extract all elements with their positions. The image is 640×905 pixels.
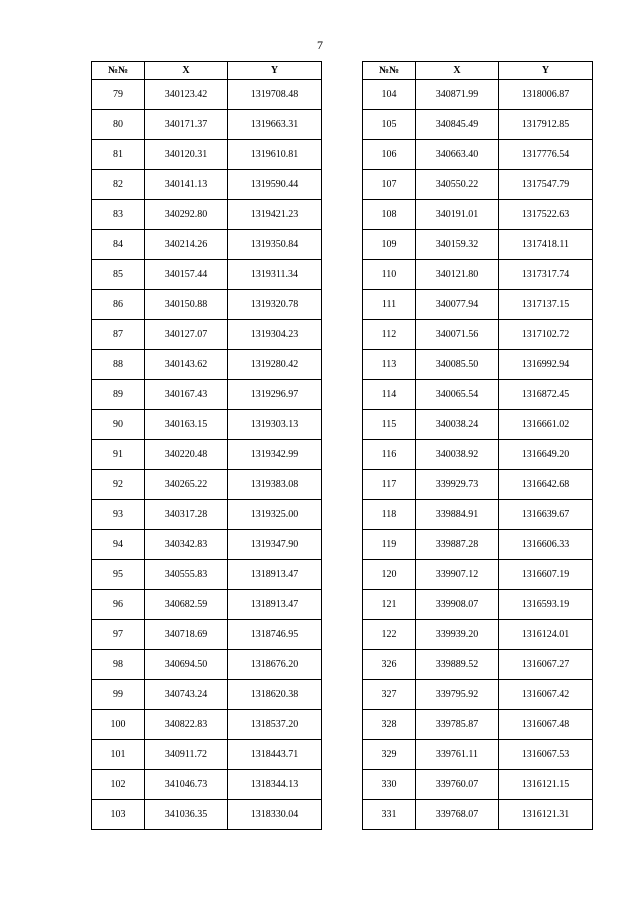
table-row (92, 530, 322, 560)
point-number-cell: 81 (92, 140, 145, 170)
point-number-cell: 88 (92, 350, 145, 380)
point-number-cell: 118 (363, 500, 416, 530)
point-number-cell: 113 (363, 350, 416, 380)
table-row (92, 710, 322, 740)
coord-y-cell: 1319347.90 (228, 530, 322, 560)
table-row (363, 680, 593, 710)
coord-y-cell: 1318344.13 (228, 770, 322, 800)
table-row (92, 80, 322, 110)
table-header-row (363, 62, 593, 80)
point-number-cell: 86 (92, 290, 145, 320)
coord-x-cell: 339785.87 (416, 710, 499, 740)
coord-y-cell: 1319325.00 (228, 500, 322, 530)
coord-y-cell: 1316661.02 (499, 410, 593, 440)
header-y: Y (228, 62, 322, 80)
coord-x-cell: 340555.83 (145, 560, 228, 590)
coord-x-cell: 339907.12 (416, 560, 499, 590)
point-number-cell: 92 (92, 470, 145, 500)
coord-y-cell: 1316593.19 (499, 590, 593, 620)
coord-x-cell: 340743.24 (145, 680, 228, 710)
point-number-cell: 120 (363, 560, 416, 590)
table-row (92, 380, 322, 410)
coord-y-cell: 1318006.87 (499, 80, 593, 110)
coord-y-cell: 1316067.42 (499, 680, 593, 710)
coord-y-cell: 1319296.97 (228, 380, 322, 410)
coord-y-cell: 1318676.20 (228, 650, 322, 680)
point-number-cell: 331 (363, 800, 416, 830)
coord-x-cell: 340120.31 (145, 140, 228, 170)
point-number-cell: 115 (363, 410, 416, 440)
coord-x-cell: 340167.43 (145, 380, 228, 410)
point-number-cell: 330 (363, 770, 416, 800)
coord-y-cell: 1316872.45 (499, 380, 593, 410)
point-number-cell: 116 (363, 440, 416, 470)
table-row (92, 800, 322, 830)
point-number-cell: 104 (363, 80, 416, 110)
coord-x-cell: 340077.94 (416, 290, 499, 320)
table-row (363, 620, 593, 650)
point-number-cell: 114 (363, 380, 416, 410)
table-row (92, 440, 322, 470)
table-row (363, 260, 593, 290)
coord-x-cell: 340171.37 (145, 110, 228, 140)
point-number-cell: 94 (92, 530, 145, 560)
coord-y-cell: 1319320.78 (228, 290, 322, 320)
coord-y-cell: 1317522.63 (499, 200, 593, 230)
coord-y-cell: 1319663.31 (228, 110, 322, 140)
coord-y-cell: 1319610.81 (228, 140, 322, 170)
table-row (92, 500, 322, 530)
coord-x-cell: 339939.20 (416, 620, 499, 650)
point-number-cell: 87 (92, 320, 145, 350)
table-row (92, 110, 322, 140)
point-number-cell: 107 (363, 170, 416, 200)
table-row (363, 650, 593, 680)
point-number-cell: 326 (363, 650, 416, 680)
coord-y-cell: 1316639.67 (499, 500, 593, 530)
coord-x-cell: 339929.73 (416, 470, 499, 500)
table-row (363, 470, 593, 500)
coord-y-cell: 1319303.13 (228, 410, 322, 440)
coordinates-table-right (362, 61, 593, 830)
coord-x-cell: 340150.88 (145, 290, 228, 320)
coord-x-cell: 340038.92 (416, 440, 499, 470)
coord-y-cell: 1316607.19 (499, 560, 593, 590)
coord-x-cell: 339887.28 (416, 530, 499, 560)
coord-x-cell: 339761.11 (416, 740, 499, 770)
point-number-cell: 91 (92, 440, 145, 470)
table-row (92, 560, 322, 590)
coord-y-cell: 1316606.33 (499, 530, 593, 560)
point-number-cell: 100 (92, 710, 145, 740)
coord-x-cell: 339889.52 (416, 650, 499, 680)
coord-y-cell: 1316124.01 (499, 620, 593, 650)
table-row (92, 200, 322, 230)
table-row (363, 290, 593, 320)
table-row (363, 200, 593, 230)
point-number-cell: 80 (92, 110, 145, 140)
table-row (92, 320, 322, 350)
table-row (92, 680, 322, 710)
point-number-cell: 119 (363, 530, 416, 560)
table-row (92, 170, 322, 200)
table-row (363, 710, 593, 740)
coord-x-cell: 340065.54 (416, 380, 499, 410)
coord-y-cell: 1317418.11 (499, 230, 593, 260)
coordinates-table-left (91, 61, 322, 830)
point-number-cell: 84 (92, 230, 145, 260)
coord-x-cell: 340682.59 (145, 590, 228, 620)
coord-x-cell: 341046.73 (145, 770, 228, 800)
coord-y-cell: 1318443.71 (228, 740, 322, 770)
coord-x-cell: 340265.22 (145, 470, 228, 500)
point-number-cell: 121 (363, 590, 416, 620)
coord-x-cell: 340191.01 (416, 200, 499, 230)
coord-x-cell: 339768.07 (416, 800, 499, 830)
point-number-cell: 99 (92, 680, 145, 710)
coord-x-cell: 340718.69 (145, 620, 228, 650)
coord-x-cell: 339760.07 (416, 770, 499, 800)
coord-y-cell: 1316067.53 (499, 740, 593, 770)
coord-y-cell: 1319304.23 (228, 320, 322, 350)
coord-y-cell: 1318913.47 (228, 590, 322, 620)
table-row (92, 350, 322, 380)
table-row (92, 230, 322, 260)
table-row (363, 560, 593, 590)
table-row (363, 770, 593, 800)
table-row (92, 140, 322, 170)
coord-x-cell: 340342.83 (145, 530, 228, 560)
table-row (363, 170, 593, 200)
coord-y-cell: 1319350.84 (228, 230, 322, 260)
point-number-cell: 329 (363, 740, 416, 770)
coord-y-cell: 1317547.79 (499, 170, 593, 200)
point-number-cell: 109 (363, 230, 416, 260)
point-number-cell: 96 (92, 590, 145, 620)
coord-x-cell: 340159.32 (416, 230, 499, 260)
point-number-cell: 79 (92, 80, 145, 110)
point-number-cell: 103 (92, 800, 145, 830)
point-number-cell: 89 (92, 380, 145, 410)
point-number-cell: 106 (363, 140, 416, 170)
coord-x-cell: 340220.48 (145, 440, 228, 470)
table-row (92, 620, 322, 650)
coord-y-cell: 1318620.38 (228, 680, 322, 710)
point-number-cell: 105 (363, 110, 416, 140)
coord-x-cell: 340127.07 (145, 320, 228, 350)
point-number-cell: 110 (363, 260, 416, 290)
coord-x-cell: 340123.42 (145, 80, 228, 110)
coord-y-cell: 1317317.74 (499, 260, 593, 290)
coord-y-cell: 1317776.54 (499, 140, 593, 170)
coord-x-cell: 340163.15 (145, 410, 228, 440)
coord-y-cell: 1318330.04 (228, 800, 322, 830)
table-row (363, 440, 593, 470)
coord-y-cell: 1319342.99 (228, 440, 322, 470)
point-number-cell: 117 (363, 470, 416, 500)
coord-y-cell: 1319311.34 (228, 260, 322, 290)
point-number-cell: 93 (92, 500, 145, 530)
table-header-row (92, 62, 322, 80)
coord-x-cell: 339908.07 (416, 590, 499, 620)
point-number-cell: 82 (92, 170, 145, 200)
coord-y-cell: 1316121.31 (499, 800, 593, 830)
coord-y-cell: 1319590.44 (228, 170, 322, 200)
point-number-cell: 328 (363, 710, 416, 740)
coord-y-cell: 1317102.72 (499, 320, 593, 350)
point-number-cell: 112 (363, 320, 416, 350)
table-row (363, 800, 593, 830)
table-row (363, 80, 593, 110)
coord-x-cell: 340317.28 (145, 500, 228, 530)
page-number: 7 (317, 38, 323, 52)
coord-y-cell: 1316067.48 (499, 710, 593, 740)
header-number: №№ (92, 62, 145, 80)
point-number-cell: 102 (92, 770, 145, 800)
table-row (363, 530, 593, 560)
point-number-cell: 327 (363, 680, 416, 710)
table-row (363, 140, 593, 170)
coord-x-cell: 340214.26 (145, 230, 228, 260)
coord-y-cell: 1316121.15 (499, 770, 593, 800)
header-x: X (145, 62, 228, 80)
point-number-cell: 111 (363, 290, 416, 320)
table-row (92, 740, 322, 770)
coord-x-cell: 340157.44 (145, 260, 228, 290)
table-row (363, 380, 593, 410)
coord-x-cell: 340550.22 (416, 170, 499, 200)
coord-x-cell: 340143.62 (145, 350, 228, 380)
point-number-cell: 101 (92, 740, 145, 770)
point-number-cell: 83 (92, 200, 145, 230)
coord-y-cell: 1318913.47 (228, 560, 322, 590)
point-number-cell: 97 (92, 620, 145, 650)
table-row (92, 260, 322, 290)
table-row (92, 590, 322, 620)
coord-x-cell: 341036.35 (145, 800, 228, 830)
header-number: №№ (363, 62, 416, 80)
table-row (363, 500, 593, 530)
table-row (363, 740, 593, 770)
table-row (363, 110, 593, 140)
table-row (363, 410, 593, 440)
coord-x-cell: 339795.92 (416, 680, 499, 710)
coord-y-cell: 1319280.42 (228, 350, 322, 380)
point-number-cell: 122 (363, 620, 416, 650)
coord-y-cell: 1316067.27 (499, 650, 593, 680)
table-row (92, 290, 322, 320)
coord-x-cell: 340845.49 (416, 110, 499, 140)
point-number-cell: 85 (92, 260, 145, 290)
coord-y-cell: 1318537.20 (228, 710, 322, 740)
coord-x-cell: 340871.99 (416, 80, 499, 110)
coord-x-cell: 340121.80 (416, 260, 499, 290)
coord-x-cell: 340663.40 (416, 140, 499, 170)
table-row (363, 320, 593, 350)
coord-x-cell: 339884.91 (416, 500, 499, 530)
coord-x-cell: 340911.72 (145, 740, 228, 770)
point-number-cell: 90 (92, 410, 145, 440)
coord-y-cell: 1316642.68 (499, 470, 593, 500)
coord-x-cell: 340694.50 (145, 650, 228, 680)
coord-x-cell: 340292.80 (145, 200, 228, 230)
table-row (92, 410, 322, 440)
table-row (363, 230, 593, 260)
coord-y-cell: 1316649.20 (499, 440, 593, 470)
point-number-cell: 95 (92, 560, 145, 590)
coord-x-cell: 340141.13 (145, 170, 228, 200)
coord-x-cell: 340071.56 (416, 320, 499, 350)
coord-y-cell: 1319383.08 (228, 470, 322, 500)
coord-y-cell: 1316992.94 (499, 350, 593, 380)
coord-x-cell: 340822.83 (145, 710, 228, 740)
header-x: X (416, 62, 499, 80)
coord-x-cell: 340038.24 (416, 410, 499, 440)
header-y: Y (499, 62, 593, 80)
table-row (92, 470, 322, 500)
point-number-cell: 98 (92, 650, 145, 680)
table-row (92, 650, 322, 680)
table-row (363, 350, 593, 380)
coord-y-cell: 1319421.23 (228, 200, 322, 230)
coord-y-cell: 1318746.95 (228, 620, 322, 650)
table-row (363, 590, 593, 620)
coord-y-cell: 1317137.15 (499, 290, 593, 320)
coord-y-cell: 1319708.48 (228, 80, 322, 110)
point-number-cell: 108 (363, 200, 416, 230)
coord-y-cell: 1317912.85 (499, 110, 593, 140)
coord-x-cell: 340085.50 (416, 350, 499, 380)
table-row (92, 770, 322, 800)
